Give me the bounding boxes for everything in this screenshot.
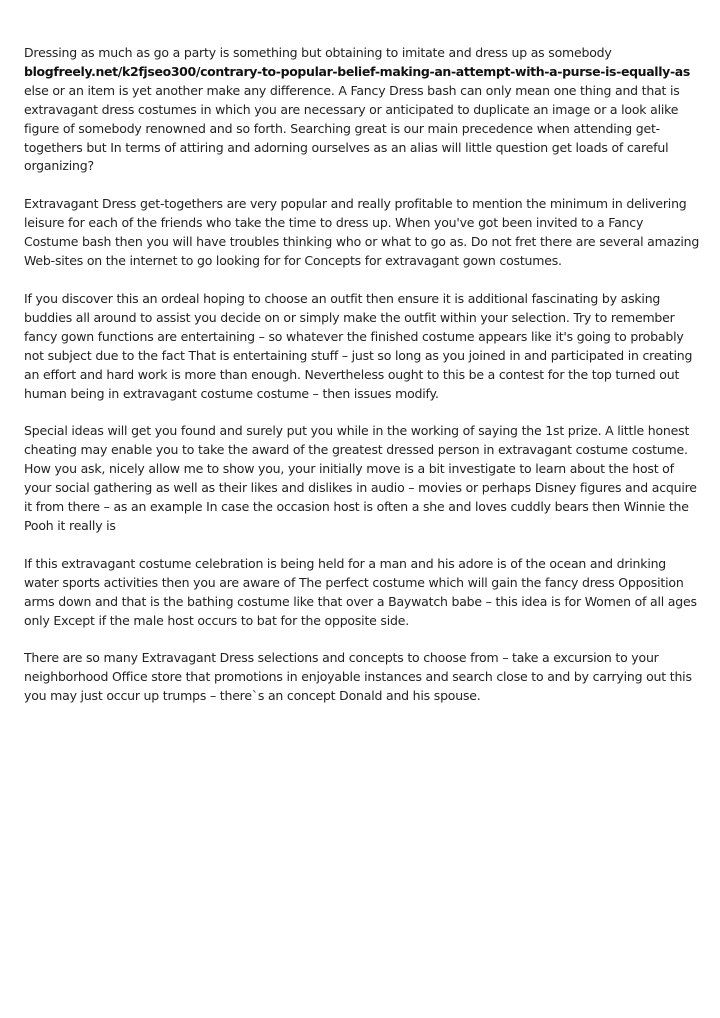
- paragraph-2: Extravagant Dress get-togethers are very popular and really profitable to mention the minimum in delivering leisure for each of the friends who take the time to dress up. When you've got been invited to a Fancy Costume bash then you will have troubles thinking who or what to go as. Do not fret there are several amazing Web-sites on the internet to go looking for for Concepts for extravagant gown costumes.: [24, 196, 700, 269]
- paragraph-4: Special ideas will get you found and surely put you while in the working of saying the 1st prize. A little honest cheating may enable you to take the award of the greatest dressed person in extravagant costume costume. How you ask, nicely allow me to show you, your initially move is a bit investigate to learn about the host of your social gathering as well as their likes and dislikes in audio – movies or perhaps Disney figures and acquire it from there – as an example In case the occasion host is often a she and loves cuddly bears then Winnie the Pooh it really is: [24, 423, 697, 533]
- paragraph-5: If this extravagant costume celebration is being held for a man and his adore is of the ocean and drinking water sports activities then you are aware of The perfect costume which will gain the fancy dress Opposition arms down and that is the bathing costume like that over a Baywatch babe – this idea is for Women of all ages only Except if the male host occurs to bat for the opposite side.: [24, 555, 697, 628]
- paragraph-1: [24, 44, 700, 176]
- paragraph-6: There are so many Extravagant Dress selections and concepts to choose from – take a excursion to your neighborhood Office store that promotions in enjoyable instances and search close to and by carrying out this you may just occur up trumps – there`s an concept Donald and his spouse.: [24, 650, 692, 704]
- paragraph-1-intro: Dressing as much as go a party is something but obtaining to imitate and dress up as somebody: [24, 45, 612, 60]
- document-body: [24, 44, 700, 725]
- paragraph-1-rest: else or an item is yet another make any difference. A Fancy Dress bash can only mean one thing and that is extravagant dress costumes in which you are necessary or anticipated to duplicate an image or a look alike figure of somebody renowned and so forth. Searching great is our main precedence when attending get-togethers but In terms of attiring and adorning ourselves as an alias will little question get loads of careful organizing?: [24, 82, 680, 174]
- paragraph-3: If you discover this an ordeal hoping to choose an outfit then ensure it is additional fascinating by asking buddies all around to assist you decide on or simply make the outfit within your selection. Try to remember fancy gown functions are entertaining – so whatever the finished costume appears like it's going to probably not subject due to the fact That is entertaining stuff – just so long as you joined in and participated in creating an effort and hard work is more than enough. Nevertheless ought to this be a contest for the top turned out human being in extravagant costume costume – then issues modify.: [24, 290, 693, 401]
- blogfreely-link[interactable]: blogfreely.net/k2fjseo300/contrary-to-popular-belief-making-an-attempt-with-a-purse-is-equally-as: [24, 63, 690, 79]
